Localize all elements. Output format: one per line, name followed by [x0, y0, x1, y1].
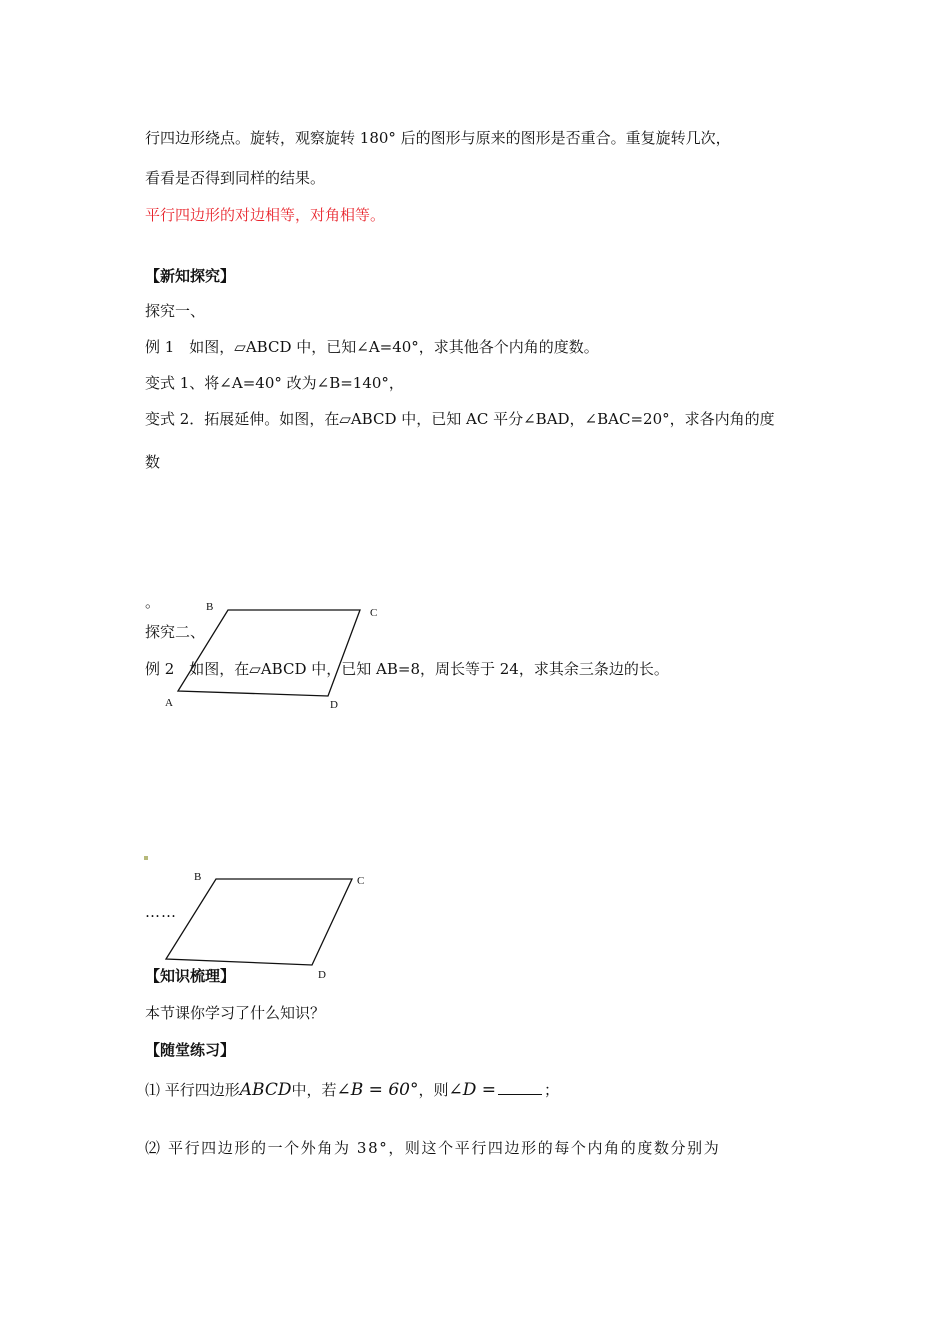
intro-line-1: 行四边形绕点。旋转，观察旋转 180° 后的图形与原来的图形是否重合。重复旋转几次，	[145, 129, 731, 147]
variant-2-continued: 数	[145, 453, 161, 471]
period-mark: 。	[145, 593, 161, 611]
summary-question: 本节课你学习了什么知识？	[145, 1004, 326, 1022]
intro-line-2: 看看是否得到同样的结果。	[145, 169, 326, 187]
practice-question-1	[145, 1080, 559, 1100]
q1-angle-b: ∠B = 60°	[336, 1080, 419, 1100]
q1-prefix: ⑴ 平行四边形	[145, 1081, 240, 1099]
q1-abcd: ABCD	[239, 1080, 292, 1100]
q1-mid: 中，若	[291, 1081, 337, 1099]
variant-1: 变式 1、将∠A=40° 改为∠B=140°，	[145, 374, 404, 392]
conclusion-text: 平行四边形的对边相等，对角相等。	[145, 206, 386, 224]
figure2-label-d: D	[318, 969, 326, 981]
ellipsis: ……	[145, 903, 177, 921]
bullet-marker	[144, 856, 148, 860]
example-1: 例 1 如图，▱ABCD 中，已知∠A=40°，求其他各个内角的度数。	[145, 338, 599, 356]
section-new-knowledge: 【新知探究】	[145, 267, 236, 285]
figure1-label-b: B	[206, 601, 214, 613]
figure1-label-a: A	[165, 697, 173, 709]
variant-2: 变式 2．拓展延伸。如图，在▱ABCD 中，已知 AC 平分∠BAD，∠BAC=20°，求各内角的度	[145, 410, 775, 428]
practice-question-2: ⑵ 平行四边形的一个外角为 38°，则这个平行四边形的每个内角的度数分别为	[145, 1139, 721, 1157]
parallelogram-figure-1	[160, 598, 400, 711]
q1-then: ，则	[418, 1081, 449, 1099]
figure1-label-c: C	[370, 607, 378, 619]
q1-angle-d: ∠D =	[448, 1080, 496, 1100]
figure2-label-b: B	[194, 871, 202, 883]
q1-answer-blank[interactable]	[498, 1082, 542, 1095]
explore-2-heading: 探究二、	[145, 623, 206, 641]
explore-1-heading: 探究一、	[145, 302, 206, 320]
figure1-label-d: D	[330, 699, 338, 711]
section-practice: 【随堂练习】	[145, 1041, 236, 1059]
section-summary: 【知识梳理】	[145, 967, 236, 985]
q1-end: ；	[544, 1081, 560, 1099]
figure2-label-c: C	[357, 875, 365, 887]
example-2: 例 2 如图，在▱ABCD 中，已知 AB=8，周长等于 24，求其余三条边的长。	[145, 660, 669, 678]
